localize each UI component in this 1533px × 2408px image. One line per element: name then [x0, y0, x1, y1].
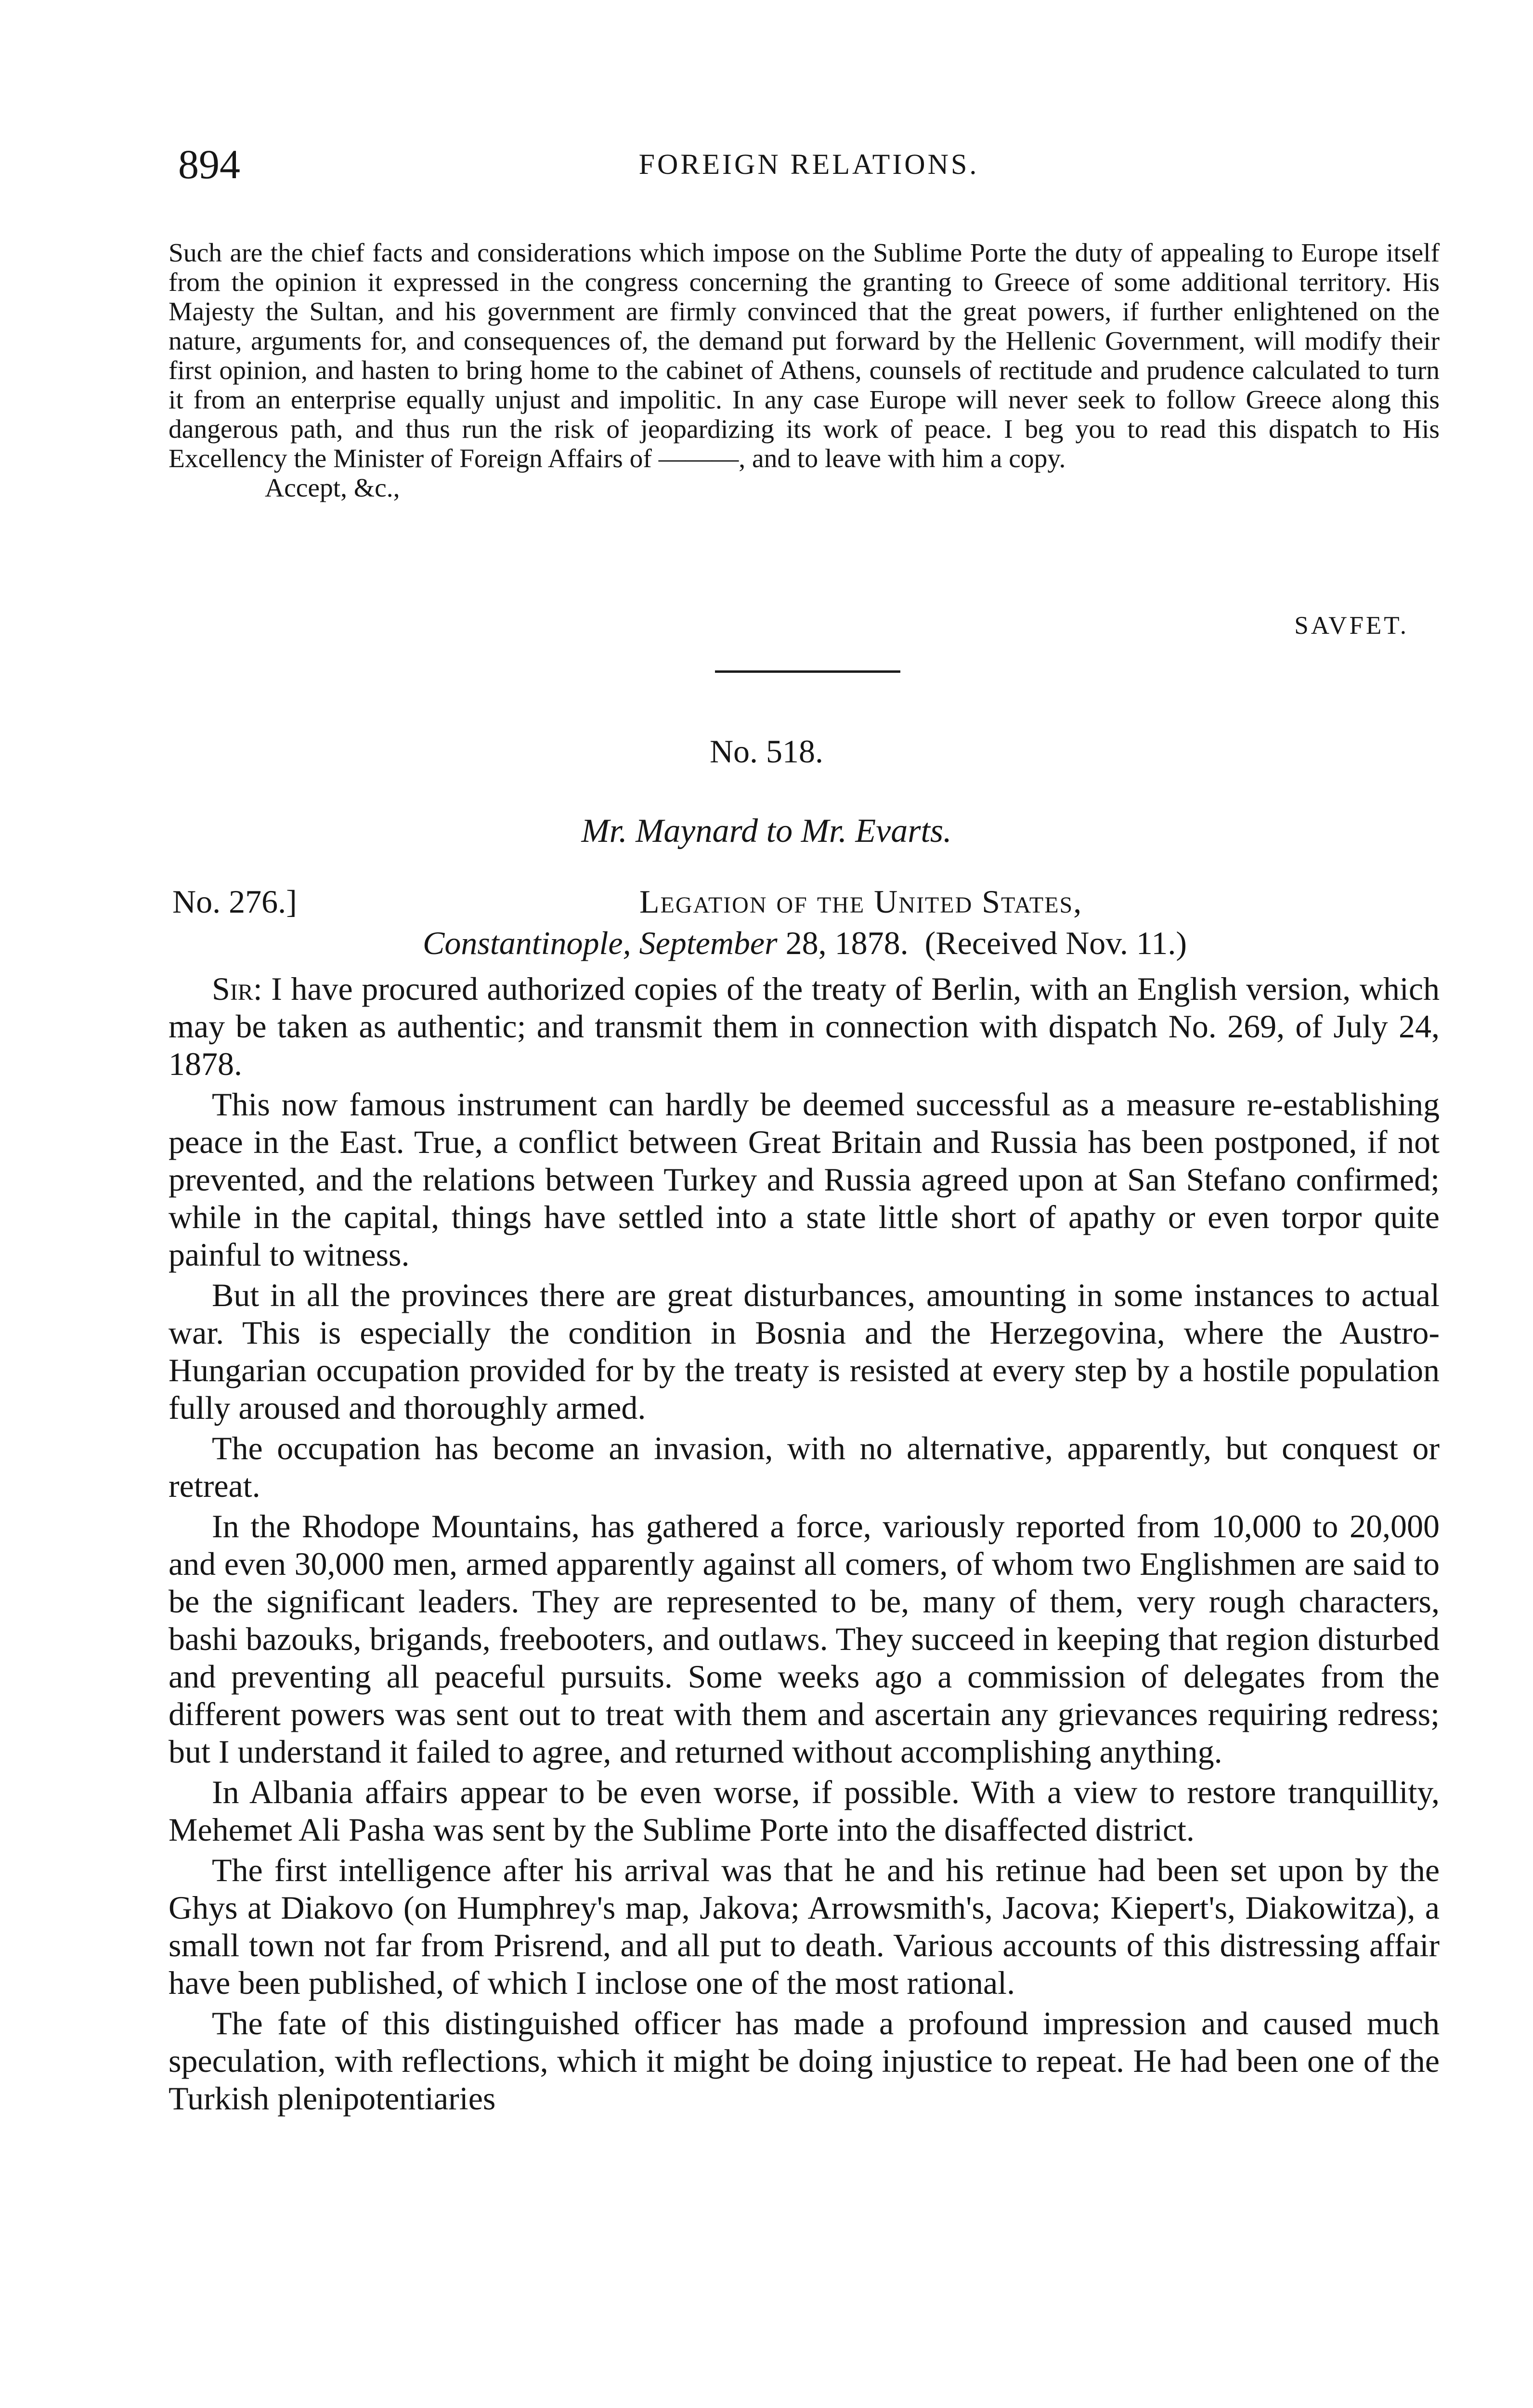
body-paragraph: This now famous instrument can hardly be deemed successful as a measure re-establishing peace in the East. True, a conflict between Great Britain and Russia has been postponed, if not prevented, and the relations between Turkey and Russia agreed upon at San Stefano confirmed; while in the capital, things have settled into a state little short of apathy or even torpor quite painful to witness. [169, 1086, 1440, 1273]
previous-dispatch-paragraph: Such are the chief facts and considerations which impose on the Sublime Porte the duty of appealing to Europe itself from the opinion it expressed in the congress concerning the granting to Greece of some additional territory. His Majesty the Sultan, and his government are firmly convinced that the great powers, if further enlightened on the nature, arguments for, and consequences of, the demand put forward by the Hellenic Government, will modify their first opinion, and hasten to bring home to the cabinet of Athens, counsels of rectitude and prudence calculated to turn it from an enterprise equally unjust and impolitic. In any case Europe will never seek to follow Greece along this dangerous path, and thus run the risk of jeopardizing its work of peace. I beg you to read this dispatch to His Excellency the Minister of Foreign Affairs of ———, and to leave with him a copy. [169, 238, 1440, 473]
body-paragraph: The occupation has become an invasion, with no alternative, apparently, but conquest or retreat. [169, 1430, 1440, 1504]
office-prefix: Legation of the [639, 883, 874, 920]
office-name: United States, [874, 883, 1083, 920]
body-paragraph: The fate of this distinguished officer has made a profound impression and caused much speculation, with reflections, which it might be doing injustice to repeat. He had been one of the Turkish plenipotentiaries [169, 2005, 1440, 2117]
dispatch-body [169, 970, 1440, 2120]
paragraph-text: : I have procured authorized copies of the treaty of Berlin, with an English version, which may be taken as authentic; and transmit them in connection with dispatch No. 269, of July 24, 1878. [169, 970, 1440, 1082]
dateline [423, 923, 1187, 963]
body-paragraph: In Albania affairs appear to be even worse, if possible. With a view to restore tranquillity, Mehemet Ali Pasha was sent by the Sublime Porte into the disaffected district. [169, 1774, 1440, 1848]
previous-dispatch-text [169, 238, 1440, 503]
salutation: Sir [212, 970, 253, 1007]
document-heading: Mr. Maynard to Mr. Evarts. [581, 812, 952, 850]
dispatch-number: No. 276.] [172, 883, 297, 920]
document-number: No. 518. [709, 733, 824, 770]
sender-office [639, 881, 1082, 922]
signature: SAVFET. [1294, 612, 1409, 640]
body-paragraph [169, 970, 1440, 1083]
closing-line: Accept, &c., [265, 473, 400, 503]
body-paragraph: But in all the provinces there are great disturbances, amounting in some instances to actual war. This is especially the condition in Bosnia and the Herzegovina, where the Austro-Hungarian occupation provided for by the treaty is resisted at every step by a hostile population fully aroused and thoroughly armed. [169, 1277, 1440, 1426]
received-note: (Received Nov. 11.) [924, 925, 1187, 961]
dateline-date: 28, 1878. [777, 925, 909, 961]
body-paragraph: The first intelligence after his arrival was that he and his retinue had been set upon by the Ghys at Diakovo (on Humphrey's map, Jakova; Arrowsmith's, Jacova; Kiepert's, Diakowitza), a small town not far from Prisrend, and all put to death. Various accounts of this distressing affair have been published, of which I inclose one of the most rational. [169, 1852, 1440, 2001]
running-title: FOREIGN RELATIONS. [638, 148, 979, 180]
dateline-place: Constantinople, September [423, 925, 778, 961]
page-number: 894 [178, 141, 240, 187]
section-divider [715, 670, 900, 673]
running-head [178, 138, 1440, 191]
body-paragraph: In the Rhodope Mountains, has gathered a force, variously reported from 10,000 to 20,000 and even 30,000 men, armed apparently against all comers, of whom two Englishmen are said to be the significant leaders. They are represented to be, many of them, very rough characters, bashi bazouks, brigands, freebooters, and outlaws. They succeed in keeping that region disturbed and preventing all peaceful pursuits. Some weeks ago a commission of delegates from the different powers was sent out to treat with them and ascertain any grievances requiring redress; but I understand it failed to agree, and returned without accomplishing anything. [169, 1508, 1440, 1770]
